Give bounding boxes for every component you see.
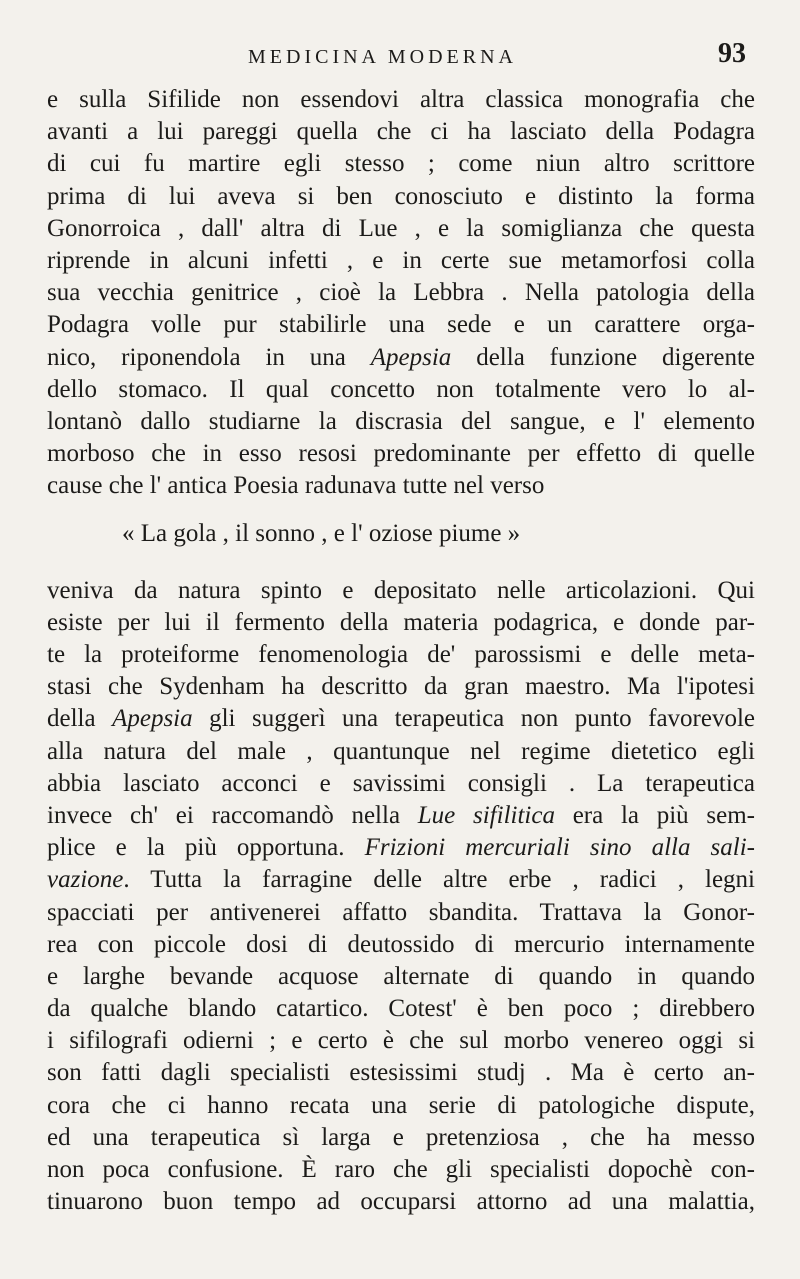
italic-term: Frizioni mercuriali sino alla sali- [364, 834, 755, 862]
text-line: sua vecchia genitrice , cioè la Lebbra . Nella patologia della [47, 279, 755, 307]
text-segment: della [47, 705, 96, 733]
text-line: e larghe bevande acquose alternate di quando in quando [47, 962, 755, 990]
text-segment: nico, riponendola in una [47, 343, 346, 371]
running-title: MEDICINA MODERNA [248, 46, 517, 68]
body-text [47, 84, 755, 1218]
text-line: da qualche blando catartico. Cotest' è ben poco ; direbbero [47, 995, 755, 1023]
text-line: te la proteiforme fenomenologia de' parossismi e delle meta- [47, 641, 755, 668]
text-segment: gli suggerì una terapeutica non punto favorevole [209, 705, 756, 733]
text-segment: della funzione digerente [476, 343, 756, 371]
text-line: cora che ci hanno recata una serie di patologiche dispute, [47, 1091, 755, 1119]
italic-term: Lue sifilitica [417, 801, 555, 829]
text-line: Podagra volle pur stabilirle una sede e un carattere orga- [47, 311, 755, 339]
text-line: alla natura del male , quantunque nel regime dietetico egli [47, 737, 755, 765]
text-line: stasi che Sydenham ha descritto da gran maestro. Ma l'ipotesi [47, 673, 755, 701]
text-line: riprende in alcuni infetti , e in certe sue metamorfosi colla [47, 246, 755, 274]
text-line: e sulla Sifilide non essendovi altra classica monografia che [47, 86, 755, 113]
text-line: ed una terapeutica sì larga e pretenziosa , che ha messo [47, 1123, 755, 1151]
text-line: son fatti dagli specialisti estesissimi studj . Ma è certo an- [47, 1059, 755, 1087]
text-line [47, 342, 755, 374]
text-line: dello stomaco. Il qual concetto non totalmente vero lo al- [47, 375, 755, 403]
text-line: spacciati per antivenerei affatto sbandita. Trattava la Gonor- [47, 898, 755, 926]
italic-term: Apepsia [370, 343, 452, 371]
text-line: i sifilografi odierni ; e certo è che sul morbo venereo oggi si [47, 1027, 755, 1055]
text-line: avanti a lui pareggi quella che ci ha lasciato della Podagra [47, 118, 755, 146]
text-line: prima di lui aveva si ben conosciuto e distinto la forma [47, 182, 755, 210]
text-line [47, 800, 755, 832]
text-line: di cui fu martire egli stesso ; come niun altro scrittore [47, 150, 755, 178]
text-segment: . Tutta la farragine delle altre erbe , radici , legni [123, 866, 755, 894]
text-line: abbia lasciato acconci e savissimi consigli . La terapeutica [47, 769, 755, 797]
text-segment: era la più sem- [572, 801, 755, 829]
italic-term: vazione [47, 866, 124, 894]
text-segment: invece ch' ei raccomandò nella [47, 801, 401, 829]
text-segment: plice e la più opportuna. [47, 834, 345, 862]
text-line [47, 703, 755, 735]
running-head [0, 36, 800, 76]
text-line: rea con piccole dosi di deutossido di mercurio internamente [47, 930, 755, 958]
text-line: morboso che in esso resosi predominante per effetto di quelle [47, 440, 755, 468]
text-line: lontanò dallo studiarne la discrasia del sangue, e l' elemento [47, 407, 755, 435]
text-line: esiste per lui il fermento della materia podagrica, e donde par- [47, 608, 755, 636]
page-number: 93 [718, 38, 746, 69]
text-line: non poca confusione. È raro che gli specialisti dopochè con- [47, 1156, 755, 1183]
text-line: Gonorroica , dall' altra di Lue , e la somiglianza che questa [47, 214, 755, 242]
text-line [47, 832, 755, 864]
verse-quote: « La gola , il sonno , e l' oziose piume » [122, 520, 521, 548]
italic-term: Apepsia [112, 705, 193, 733]
text-line: tinuarono buon tempo ad occuparsi attorno ad una malattia, [47, 1188, 755, 1216]
text-line [47, 864, 755, 896]
text-line: veniva da natura spinto e depositato nelle articolazioni. Qui [47, 576, 755, 604]
text-line: cause che l' antica Poesia radunava tutte nel verso [47, 472, 545, 500]
